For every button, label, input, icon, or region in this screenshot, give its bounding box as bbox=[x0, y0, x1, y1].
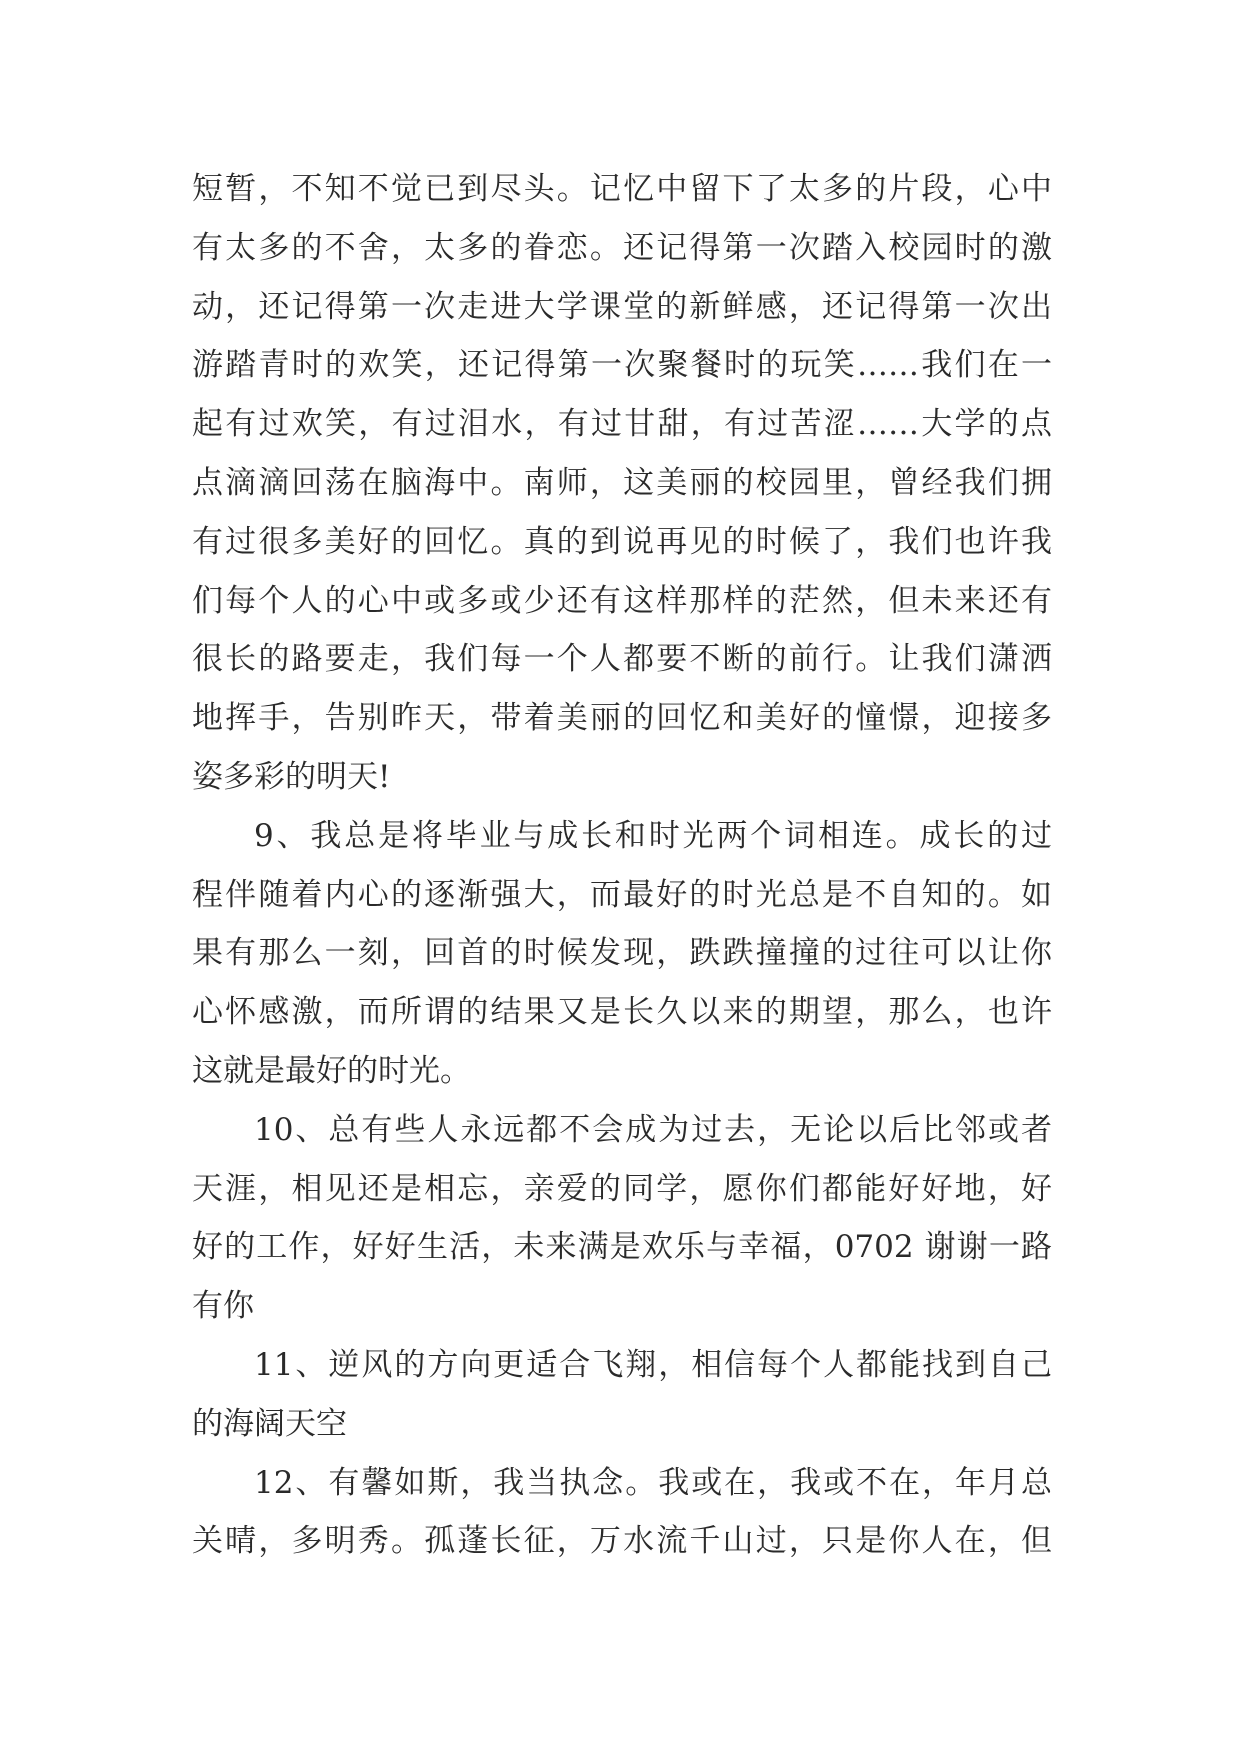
text-line: 关晴，多明秀。孤蓬长征，万水流千山过，只是你人在，但 bbox=[192, 1523, 1052, 1560]
text-line: 动，还记得第一次走进大学课堂的新鲜感，还记得第一次出 bbox=[192, 288, 1052, 325]
paragraph-11 bbox=[192, 1336, 1052, 1454]
text-line: 好的工作，好好生活，未来满是欢乐与幸福，0702 谢谢一路 bbox=[192, 1229, 1052, 1266]
text-line: 11、逆风的方向更适合飞翔，相信每个人都能找到自己 bbox=[254, 1346, 1052, 1383]
text-line: 9、我总是将毕业与成长和时光两个词相连。成长的过 bbox=[254, 817, 1052, 854]
text-line: 的海阔天空 bbox=[192, 1405, 347, 1442]
text-line: 点滴滴回荡在脑海中。南师，这美丽的校园里，曾经我们拥 bbox=[192, 464, 1052, 501]
text-line: 们每个人的心中或多或少还有这样那样的茫然，但未来还有 bbox=[192, 582, 1052, 619]
text-line: 这就是最好的时光。 bbox=[192, 1052, 471, 1089]
text-line: 短暂，不知不觉已到尽头。记忆中留下了太多的片段，心中 bbox=[192, 171, 1052, 207]
text-line: 天涯，相见还是相忘，亲爱的同学，愿你们都能好好地，好 bbox=[192, 1170, 1052, 1207]
text-line: 有你 bbox=[192, 1288, 254, 1325]
text-line: 程伴随着内心的逐渐强大，而最好的时光总是不自知的。如 bbox=[192, 876, 1052, 913]
paragraph-9 bbox=[192, 807, 1052, 1101]
text-line: 有过很多美好的回忆。真的到说再见的时候了，我们也许我 bbox=[192, 523, 1052, 560]
text-line: 心怀感激，而所谓的结果又是长久以来的期望，那么，也许 bbox=[192, 994, 1052, 1031]
text-line: 游踏青时的欢笑，还记得第一次聚餐时的玩笑……我们在一 bbox=[192, 347, 1052, 384]
text-line: 12、有馨如斯，我当执念。我或在，我或不在，年月总 bbox=[254, 1464, 1052, 1501]
text-line: 10、总有些人永远都不会成为过去，无论以后比邻或者 bbox=[254, 1111, 1052, 1148]
document-body bbox=[192, 160, 1052, 1571]
text-line: 有太多的不舍，太多的眷恋。还记得第一次踏入校园时的激 bbox=[192, 229, 1052, 266]
paragraph-12 bbox=[192, 1454, 1052, 1572]
paragraph-10 bbox=[192, 1101, 1052, 1336]
text-line: 姿多彩的明天! bbox=[192, 758, 391, 795]
text-line: 起有过欢笑，有过泪水，有过甘甜，有过苦涩……大学的点 bbox=[192, 406, 1052, 443]
text-line: 果有那么一刻，回首的时候发现，跌跌撞撞的过往可以让你 bbox=[192, 935, 1052, 972]
text-line: 很长的路要走，我们每一个人都要不断的前行。让我们潇洒 bbox=[192, 641, 1052, 678]
text-line: 地挥手，告别昨天，带着美丽的回忆和美好的憧憬，迎接多 bbox=[192, 700, 1052, 737]
paragraph-continued bbox=[192, 160, 1052, 807]
